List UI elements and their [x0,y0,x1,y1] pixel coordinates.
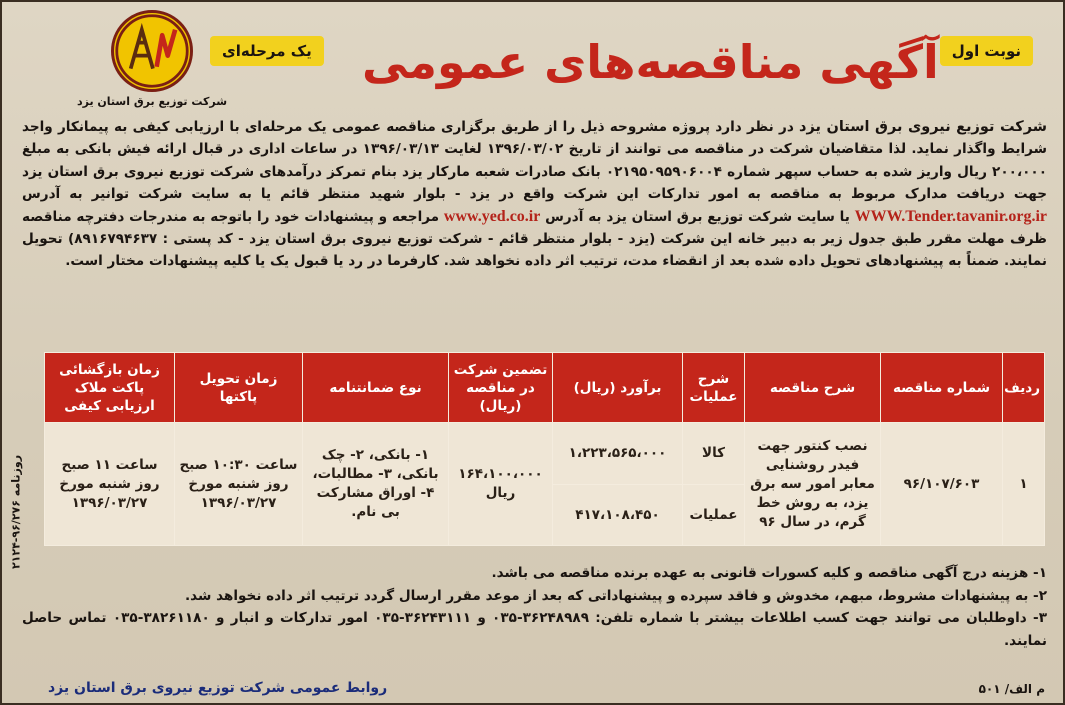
col-header-tender-no: شماره مناقصه [881,353,1003,423]
col-header-delivery-time: زمان تحویل پاکتها [175,353,303,423]
col-header-row: ردیف [1003,353,1045,423]
table-header-row [45,353,1045,423]
intro-text-2: یا سایت شرکت توزیع برق استان یزد به آدرس [540,208,855,225]
first-round-badge: نوبت اول [940,36,1033,66]
cell-guarantee-type: ۱- بانکی، ۲- چک بانکی، ۳- مطالبات، ۴- اوراق مشارکت بی نام. [303,423,449,546]
col-header-description: شرح مناقصه [745,353,881,423]
col-header-guarantee: تضمین شرکت در مناقصه (ریال) [449,353,553,423]
page-title: آگهی مناقصه‌های عمومی [362,35,939,89]
tavanir-link[interactable]: WWW.Tender.tavanir.org.ir [854,207,1047,225]
intro-paragraph [22,116,1047,273]
col-header-ops: شرح عملیات [683,353,745,423]
cell-opening-time: ساعت ۱۱ صبح روز شنبه مورخ ۱۳۹۶/۰۳/۲۷ [45,423,175,546]
company-name: شرکت توزیع نیروی برق استان یزد [799,119,1048,135]
col-header-estimate: برآورد (ریال) [553,353,683,423]
estimate-works: ۴۱۷،۱۰۸،۴۵۰ [553,484,682,545]
op-goods: کالا [702,445,725,461]
header [2,2,1065,114]
cell-tender-no: ۹۶/۱۰۷/۶۰۳ [881,423,1003,546]
col-header-opening-time: زمان بازگشائی پاکت ملاک ارزیابی کیفی [45,353,175,423]
note-item: ۳- داوطلبان می توانند جهت کسب اطلاعات بیشتر با شماره تلفن: ۳۶۲۴۸۹۸۹-۰۳۵ و ۳۶۲۴۳۱۱۱-۰۳۵ امور تدارکات و انبار و ۳۸۲۶۱۱۸۰-۰۳۵ تماس حاصل نمایند. [22,610,1047,649]
cell-ops [683,423,745,546]
cell-row-index: ۱ [1003,423,1045,546]
estimate-goods: ۱،۲۲۳،۵۶۵،۰۰۰ [568,445,667,461]
cell-guarantee: ۱۶۴،۱۰۰،۰۰۰ ریال [449,423,553,546]
footer [2,676,1065,705]
intro-text-3: مراجعه و پیشنهادات خود را باتوجه به مندرجات دفترچه مناقصه ظرف مهلت مقرر طبق جدول زیر به دبیر خانه این شرکت (یزد - بلوار منتظر قائم - شرکت توزیع نیروی برق استان یزد - کد پستی : ۸۹۱۶۷۹۴۶۳۷) تحویل نمایند. ضمناً به پیشنهادهای تحویل داده شده بعد از انقضاء مدت، ترتیب اثر داده نخواهد شد. کارفرما در رد یا قبول یک یا کلیه پیشنهادات مختار است. [22,208,1047,270]
one-stage-badge: یک مرحله‌ای [210,36,324,66]
public-relations-signature: روابط عمومی شرکت توزیع نیروی برق استان یزد [48,680,388,696]
op-works: عملیات [683,484,744,545]
note-item: ۱- هزینه درج آگهی مناقصه و کلیه کسورات قانونی به عهده برنده مناقصه می باشد. [491,565,1047,581]
yed-link[interactable]: www.yed.co.ir [443,207,541,225]
note-item: ۲- به پیشنهادات مشروط، مبهم، مخدوش و فاقد سپرده و پیشنهاداتی که بعد از موعد مقرر ارسال گردد ترتیب اثر داده نخواهد شد. [184,587,1047,604]
newspaper-stamp-text: روزنامه ۹۶/۲۷۶-۲۱۲۴ [9,454,23,570]
col-header-guarantee-type: نوع ضمانتنامه [303,353,449,423]
cell-estimate [553,423,683,546]
table-row [45,423,1045,546]
cell-description: نصب کنتور جهت فیدر روشنایی معابر امور سه برق یزد، به روش خط گرم، در سال ۹۶ [745,423,881,546]
cell-delivery-time: ساعت ۱۰:۳۰ صبح روز شنبه مورخ ۱۳۹۶/۰۳/۲۷ [175,423,303,546]
logo-caption: شرکت توزیع برق استان یزد [76,95,228,108]
intro-text-1: در نظر دارد پروژه مشروحه ذیل را از طریق برگزاری مناقصه عمومی یک مرحله‌ای با ارزیابی کیفی به پیمانکار واجد شرایط واگذار نماید. لذا متقاضیان شرکت در مناقصه می توانند از تاریخ ۱۳۹۶/۰۳/۰۲ لغایت ۱۳۹۶/۰۳/۱۳ در ساعات اداری در قبال ارائه فیش بانکی به مبلغ ۲۰۰،۰۰۰ ریال واریز شده به حساب سپهر شماره ۰۲۱۹۵۰۹۵۹۰۶۰۰۴ بانک صادرات شعبه مارکار یزد بنام تمرکز درآمدهای شرکت توزیع نیروی برق استان یزد جهت دریافت مدارک مربوط به مناقصه به امور تدارکات این شرکت واقع در یزد - بلوار شهید منتظر قائم یا به سایت شرکت توانیر به آدرس [22,119,1047,203]
tender-table-wrap [44,352,1044,544]
notes-list [22,562,1047,652]
ad-code: م الف/ ۵۰۱ [978,682,1045,696]
tender-table [44,352,1045,546]
power-tower-logo-icon [111,10,193,92]
